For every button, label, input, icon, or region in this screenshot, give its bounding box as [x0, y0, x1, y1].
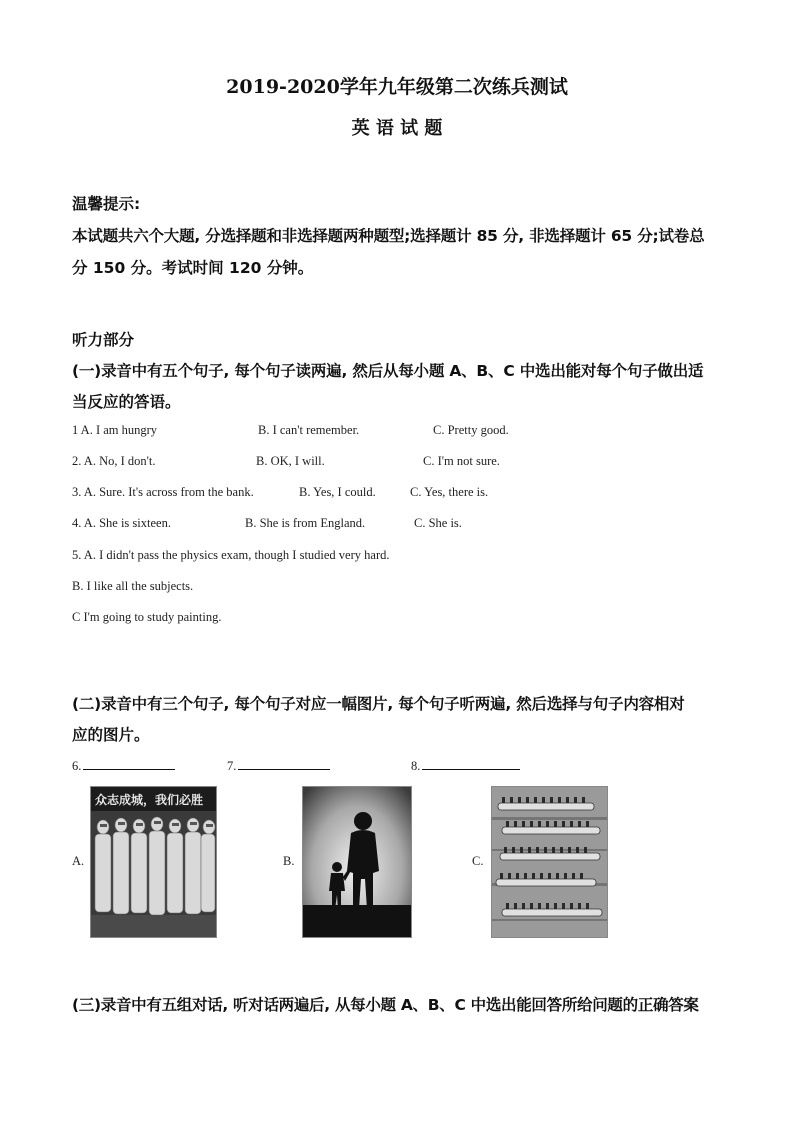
- picture-a-caption: 众志成城，我们必胜: [95, 793, 204, 807]
- part1-instruction-line-2: 当反应的答语。: [72, 393, 181, 411]
- q1-option-a: 1 A. I am hungry: [72, 423, 158, 437]
- blank-8-line: [422, 757, 520, 770]
- blank-7-number: 7.: [227, 759, 237, 773]
- part2-instruction-line-1: (二)录音中有三个句子, 每个句子对应一幅图片, 每个句子听两遍, 然后选择与句子内容相对: [72, 695, 685, 713]
- listening-heading: 听力部分: [72, 331, 135, 349]
- q5-option-b: B. I like all the subjects.: [72, 579, 194, 593]
- q1-option-b: B. I can't remember.: [258, 423, 360, 437]
- answer-blank-6[interactable]: [72, 757, 175, 774]
- blank-6-line: [83, 757, 175, 770]
- notice-line-1: 本试题共六个大题, 分选择题和非选择题两种题型;选择题计 85 分, 非选择题计 65 分;试卷总: [72, 227, 705, 245]
- picture-a-medical-workers: [90, 786, 217, 938]
- notice-heading: 温馨提示:: [72, 195, 141, 213]
- part3-instruction-line-1: (三)录音中有五组对话, 听对话两遍后, 从每小题 A、B、C 中选出能回答所给问题的正确答案: [72, 996, 699, 1014]
- answer-blank-8[interactable]: [411, 757, 520, 774]
- picture-c-dragon-boats: [491, 786, 608, 938]
- picture-c-label: C.: [472, 854, 484, 868]
- q2-option-a: 2. A. No, I don't.: [72, 454, 156, 468]
- blank-6-number: 6.: [72, 759, 82, 773]
- picture-b-parent-child-silhouette: [302, 786, 412, 938]
- blank-8-number: 8.: [411, 759, 421, 773]
- page-title: 2019-2020学年九年级第二次练兵测试: [226, 76, 568, 98]
- q5-option-a: 5. A. I didn't pass the physics exam, though I studied very hard.: [72, 548, 390, 562]
- notice-line-2: 分 150 分。考试时间 120 分钟。: [72, 259, 314, 277]
- q4-option-c: C. She is.: [414, 516, 462, 530]
- part1-instruction-line-1: (一)录音中有五个句子, 每个句子读两遍, 然后从每小题 A、B、C 中选出能对每个句子做出适: [72, 362, 704, 380]
- answer-blank-7[interactable]: [227, 757, 330, 774]
- q3-option-b: B. Yes, I could.: [299, 485, 376, 499]
- q1-option-c: C. Pretty good.: [433, 423, 509, 437]
- part2-instruction-line-2: 应的图片。: [72, 726, 150, 744]
- q5-option-c: C I'm going to study painting.: [72, 610, 222, 624]
- page-subtitle: 英 语 试 题: [351, 118, 443, 139]
- blank-7-line: [238, 757, 330, 770]
- q2-option-c: C. I'm not sure.: [423, 454, 500, 468]
- picture-a-label: A.: [72, 854, 85, 868]
- picture-b-label: B.: [283, 854, 295, 868]
- q3-option-c: C. Yes, there is.: [410, 485, 489, 499]
- q4-option-b: B. She is from England.: [245, 516, 366, 530]
- q2-option-b: B. OK, I will.: [256, 454, 325, 468]
- q3-option-a: 3. A. Sure. It's across from the bank.: [72, 485, 254, 499]
- q4-option-a: 4. A. She is sixteen.: [72, 516, 171, 530]
